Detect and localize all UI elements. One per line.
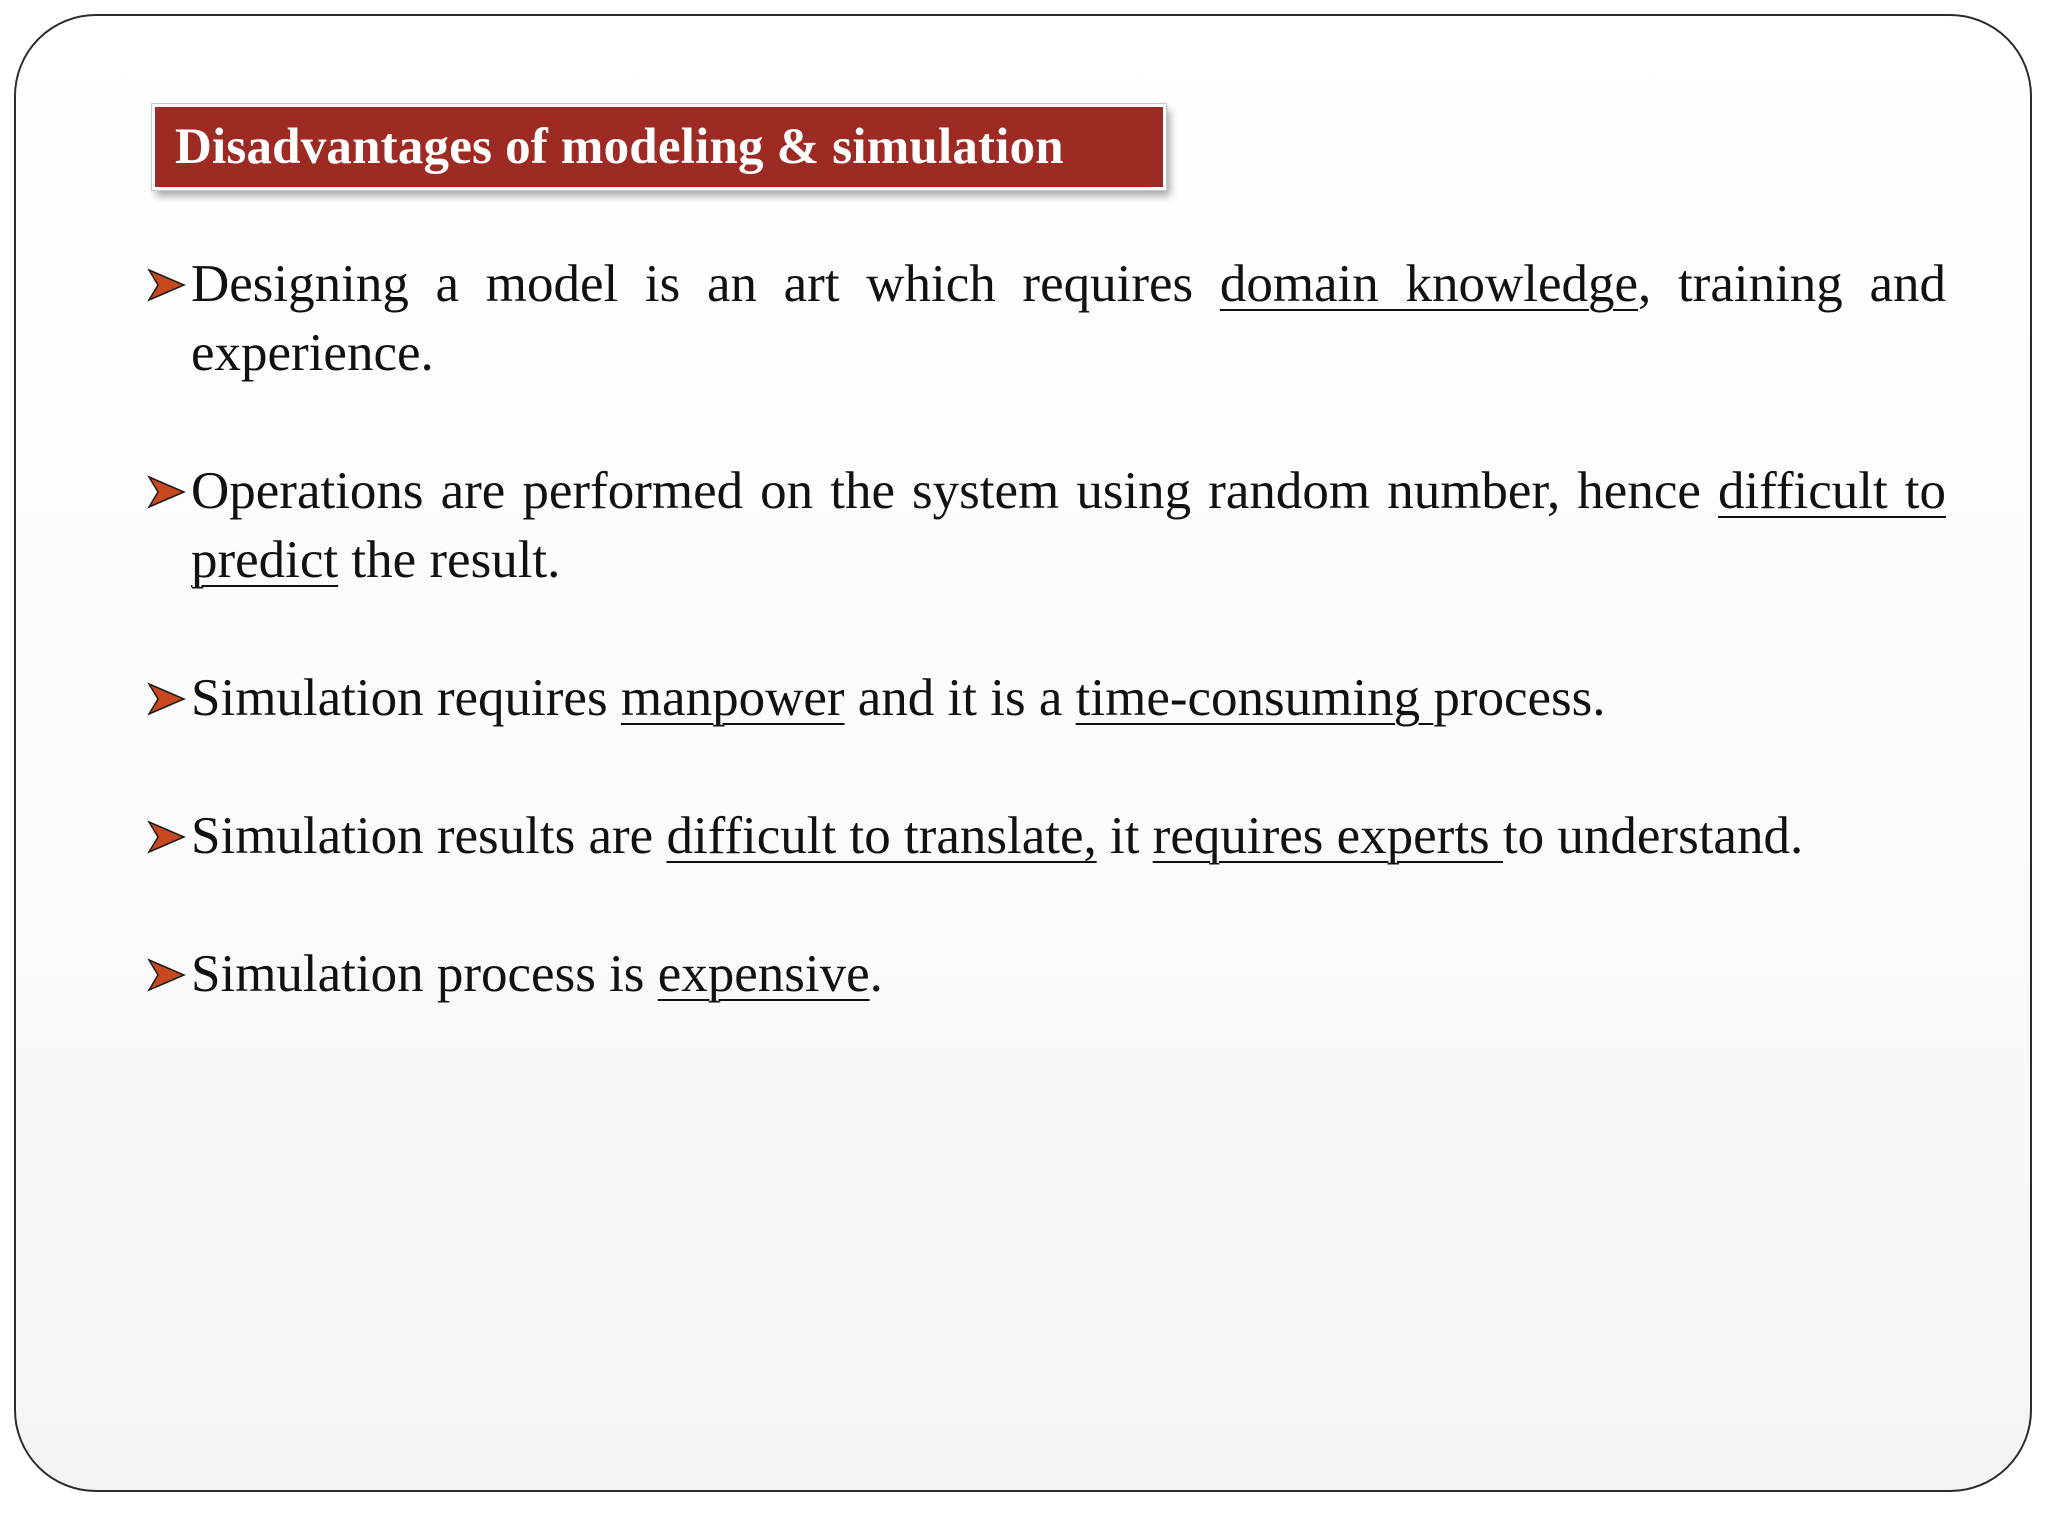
arrow-bullet-icon: [146, 678, 188, 720]
underlined-term: difficult to translate,: [666, 807, 1097, 865]
underlined-term: time-consuming: [1075, 669, 1434, 727]
arrow-bullet-icon: [146, 954, 188, 996]
bullet-text: it: [1096, 807, 1153, 865]
slide-title: Disadvantages of modeling & simulation: [175, 119, 1064, 175]
title-banner: [152, 104, 1166, 190]
arrow-bullet-icon: [146, 816, 188, 858]
underlined-term: expensive: [657, 945, 870, 1003]
bullet-item: [146, 664, 1946, 733]
bullet-item: [146, 457, 1946, 595]
bullet-text: Simulation process is: [191, 945, 658, 1003]
bullet-text: Designing a model is an art which requires: [191, 255, 1220, 313]
arrow-bullet-icon: [146, 471, 188, 513]
underlined-term: manpower: [620, 669, 845, 727]
bullet-text: Simulation results are: [191, 807, 667, 865]
bullet-text: Simulation requires: [191, 669, 621, 727]
bullet-item: [146, 802, 1946, 871]
underlined-term: domain knowledge: [1219, 255, 1639, 313]
underlined-term: requires experts: [1152, 807, 1503, 865]
bullet-text: , training and experience.: [191, 255, 1946, 382]
bullet-text: and it is a: [844, 669, 1076, 727]
bullet-item: [146, 940, 1946, 1009]
arrow-bullet-icon: [146, 264, 188, 306]
bullet-text: the result.: [338, 531, 561, 589]
bullet-text: process.: [1433, 669, 1606, 727]
bullet-item: [146, 250, 1946, 388]
bullet-text: Operations are performed on the system using random number, hence: [191, 462, 1718, 520]
underlined-term: difficult to predict: [191, 462, 1946, 589]
bullet-text: .: [869, 945, 883, 1003]
bullet-text: to understand.: [1502, 807, 1804, 865]
bullet-list: [146, 250, 1946, 1009]
